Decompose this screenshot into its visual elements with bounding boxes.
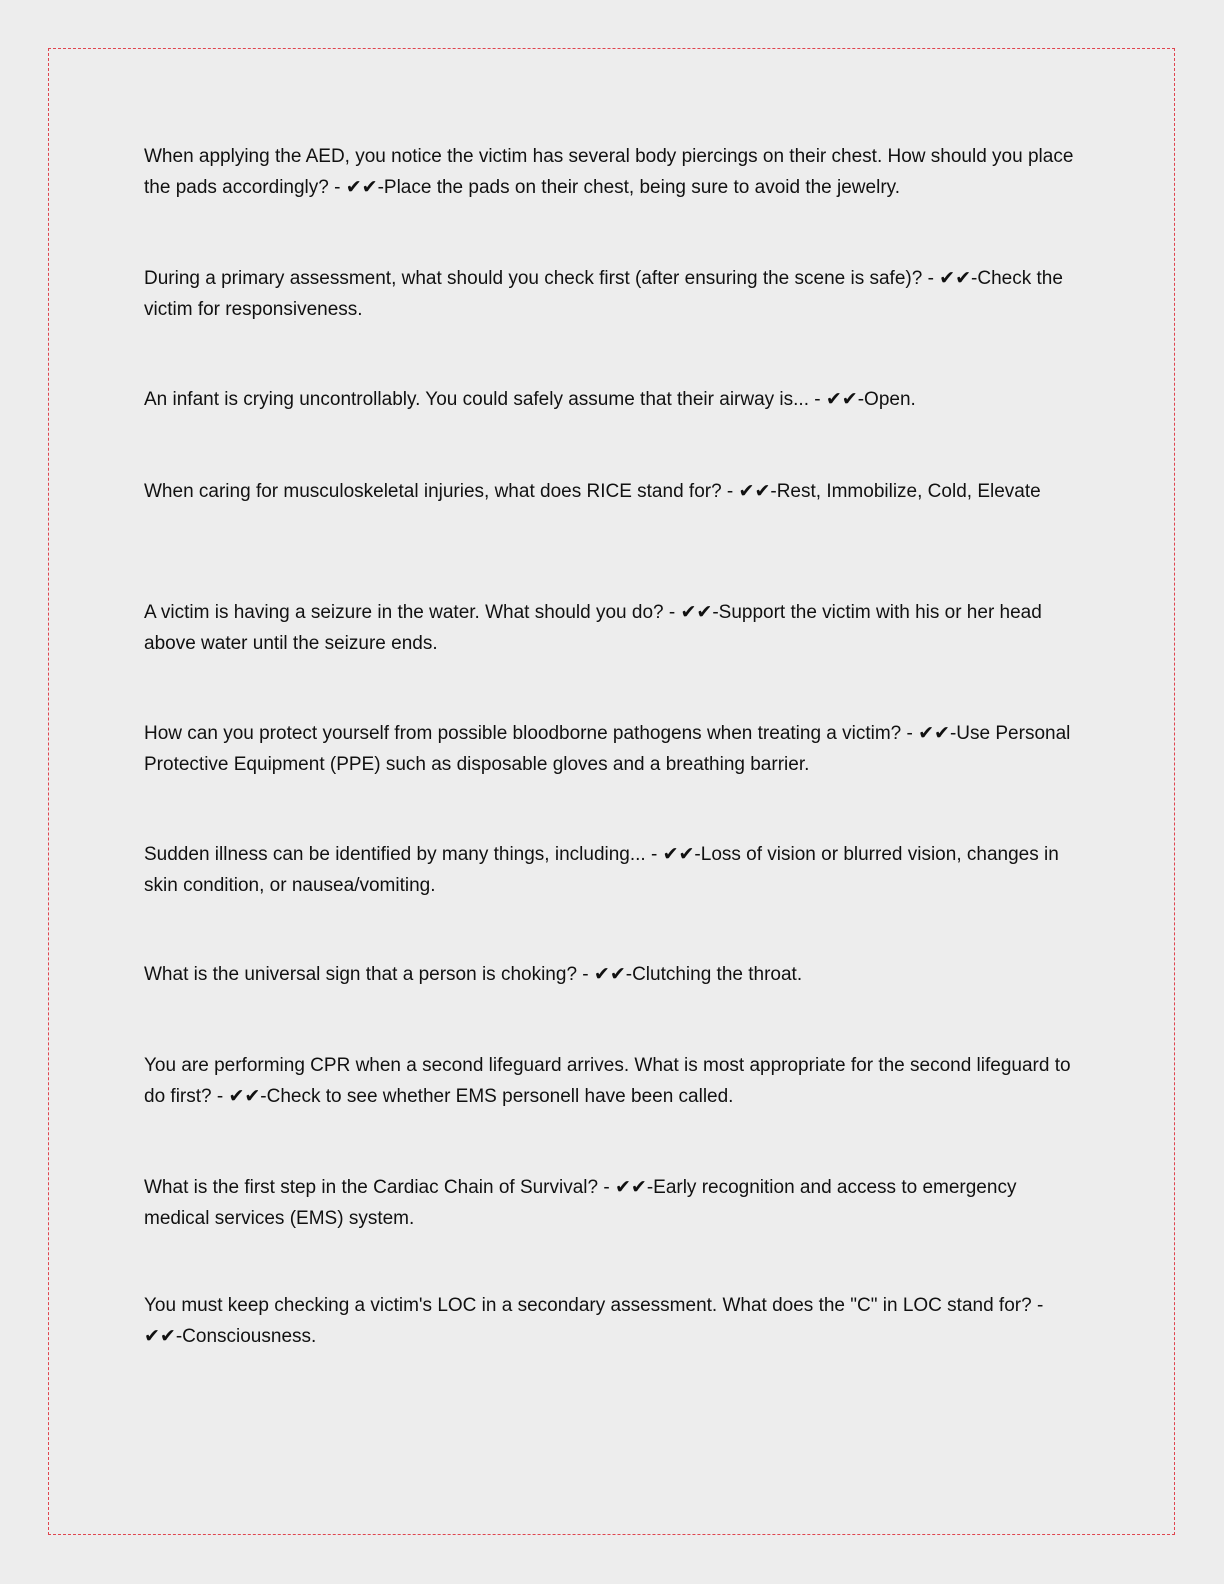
qa-item: An infant is crying uncontrollably. You could safely assume that their airway is... - ✔✔-Open. [144,389,916,410]
qa-item: You are performing CPR when a second lifeguard arrives. What is most appropriate for the second lifeguard to do first? - ✔✔-Check to see whether EMS personell have been called. [144,1055,1071,1107]
qa-item: Sudden illness can be identified by many things, including... - ✔✔-Loss of vision or blurred vision, changes in skin condition, or nausea/vomiting. [144,844,1059,896]
qa-item: When applying the AED, you notice the victim has several body piercings on their chest. How should you place the pads accordingly? - ✔✔-Place the pads on their chest, being sure to avoid the jewelry. [144,146,1074,198]
qa-item: A victim is having a seizure in the water. What should you do? - ✔✔-Support the victim with his or her head above water until the seizure ends. [144,602,1042,654]
qa-item: What is the universal sign that a person is choking? - ✔✔-Clutching the throat. [144,964,803,985]
qa-item: When caring for musculoskeletal injuries, what does RICE stand for? - ✔✔-Rest, Immobilize, Cold, Elevate [144,481,1041,502]
qa-item: During a primary assessment, what should you check first (after ensuring the scene is safe)? - ✔✔-Check the victim for responsiveness. [144,268,1063,320]
qa-item: What is the first step in the Cardiac Chain of Survival? - ✔✔-Early recognition and access to emergency medical services (EMS) system. [144,1177,1017,1229]
qa-item: You must keep checking a victim's LOC in a secondary assessment. What does the "C" in LOC stand for? - ✔✔-Consciousness. [144,1295,1044,1347]
qa-item: How can you protect yourself from possible bloodborne pathogens when treating a victim? - ✔✔-Use Personal Protective Equipment (PPE) such as disposable gloves and a breathing barrier. [144,723,1071,775]
